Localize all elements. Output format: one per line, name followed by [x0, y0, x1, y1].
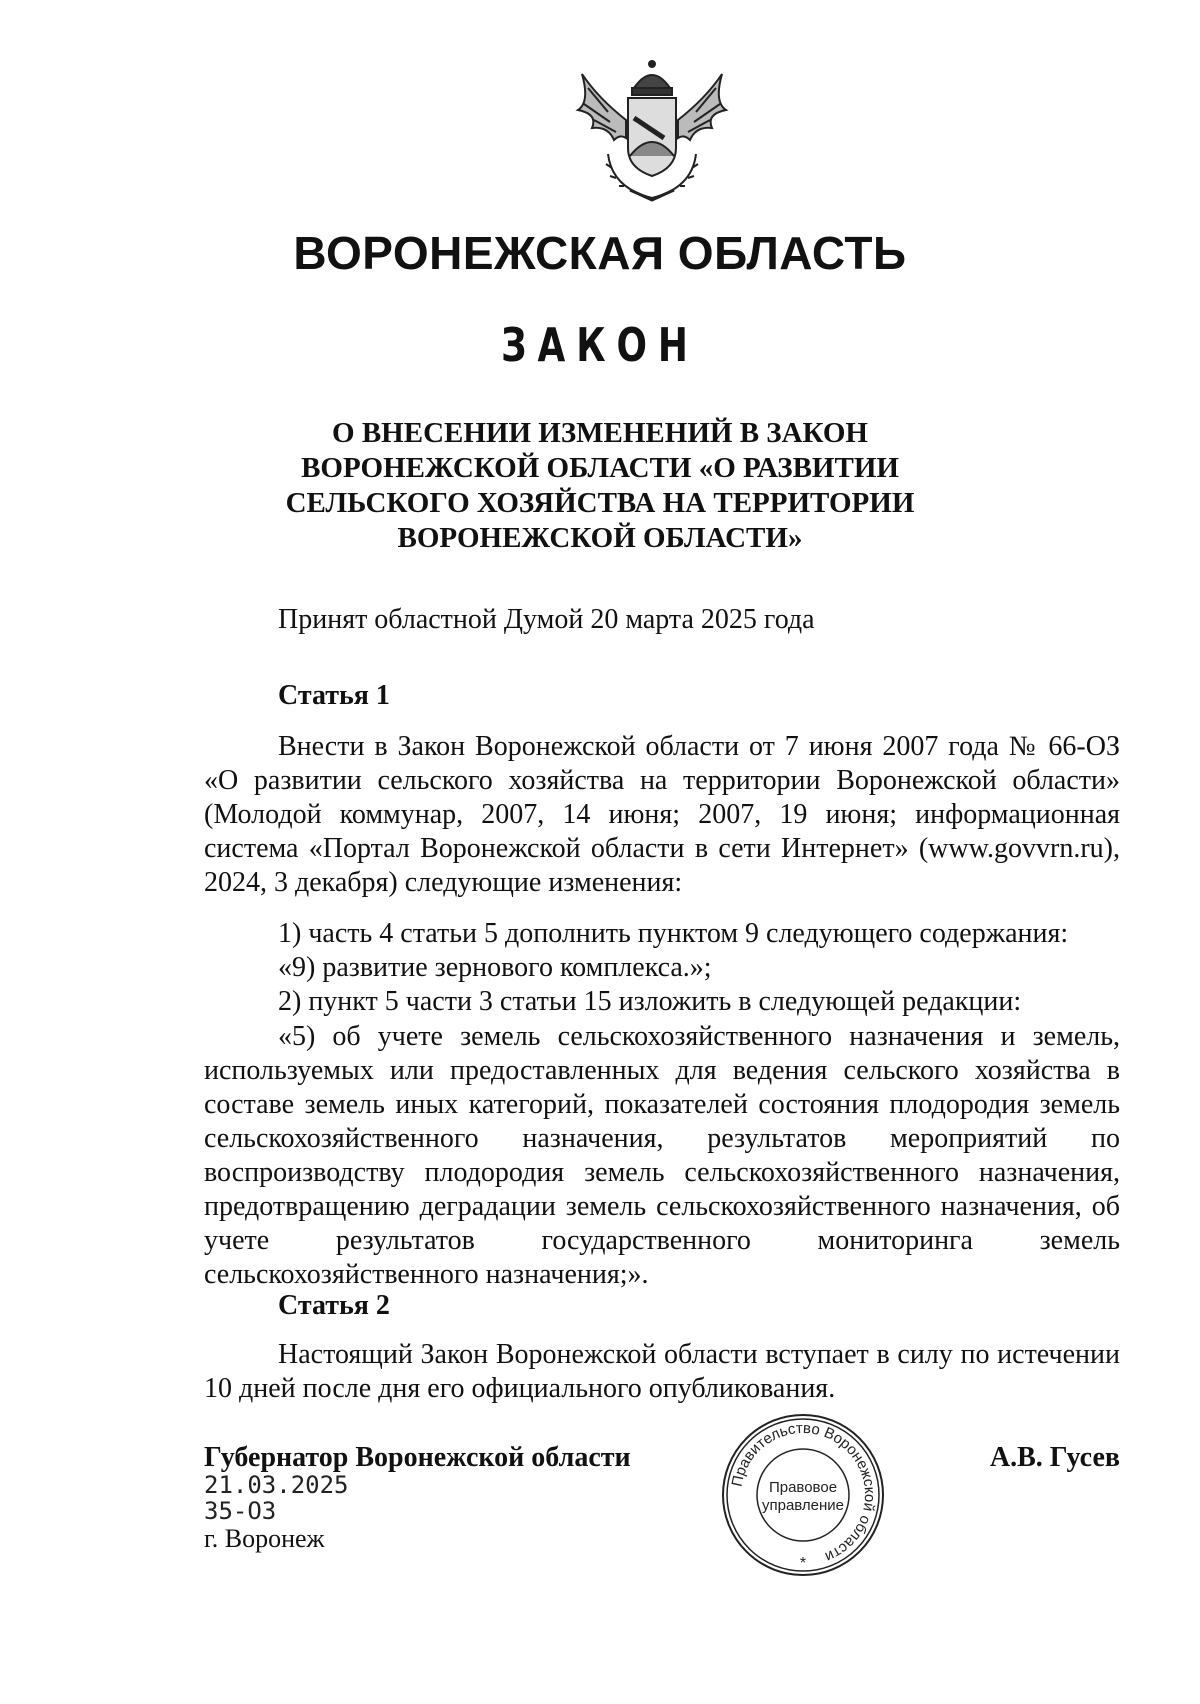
stamp-center-line: Правовое — [768, 1479, 838, 1496]
stamp-ring-text: Правительство Воронежской области — [728, 1419, 879, 1566]
law-title-line: ВОРОНЕЖСКОЙ ОБЛАСТИ «О РАЗВИТИИ — [301, 452, 899, 484]
coat-of-arms-emblem — [568, 58, 736, 208]
stamp-center-line: управление — [761, 1497, 845, 1514]
signatory-name: А.В. Гусев — [989, 1442, 1120, 1473]
official-stamp — [718, 1410, 888, 1580]
law-date: 21.03.2025 — [204, 1471, 349, 1499]
law-title — [220, 416, 980, 556]
article-1-item-1-text: «9) развитие зернового комплекса.»; — [278, 952, 712, 983]
city: г. Воронеж — [204, 1524, 325, 1553]
law-title-line: ВОРОНЕЖСКОЙ ОБЛАСТИ» — [397, 522, 803, 554]
law-number: 35-ОЗ — [204, 1497, 277, 1525]
adoption-note: Принят областной Думой 20 марта 2025 года — [278, 604, 815, 635]
article-1-intro: Внести в Закон Воронежской области от 7 июня 2007 года № 66-ОЗ «О развитии сельского хозяйства на территории Воронежской области» (Молодой коммунар, 2007, 14 июня; 2007, 19 июня; информационная система «Портал Воронежской области в сети Интернет» (www.govvrn.ru), 2024, 3 декабря) следующие изменения: — [204, 731, 1120, 898]
article-2-heading: Статья 2 — [278, 1290, 390, 1321]
stamp-star: * — [799, 1555, 807, 1572]
article-1-heading: Статья 1 — [278, 680, 390, 711]
article-1-item-2: 2) пункт 5 части 3 статьи 15 изложить в следующей редакции: — [278, 986, 1022, 1017]
law-title-line: О ВНЕСЕНИИ ИЗМЕНЕНИЙ В ЗАКОН — [332, 417, 868, 449]
article-2-text: Настоящий Закон Воронежской области вступает в силу по истечении 10 дней после дня его официального опубликования. — [204, 1339, 1120, 1404]
article-1-item-2-text: «5) об учете земель сельскохозяйственного назначения и земель, используемых или предоставленных для ведения сельского хозяйства в составе земель иных категорий, показателей состояния плодородия земель сельскохозяйственного назначения, результатов мероприятий по воспроизводству плодородия земель сельскохозяйственного назначения, предотвращению деградации земель сельскохозяйственного назначения, об учете результатов государственного мониторинга земель сельскохозяйственного назначения;». — [204, 1021, 1120, 1290]
article-1-item-1: 1) часть 4 статьи 5 дополнить пунктом 9 следующего содержания: — [278, 918, 1069, 949]
law-title-line: СЕЛЬСКОГО ХОЗЯЙСТВА НА ТЕРРИТОРИИ — [285, 487, 915, 519]
region-title: ВОРОНЕЖСКАЯ ОБЛАСТЬ — [293, 227, 907, 279]
document-type: ЗАКОН — [501, 318, 699, 372]
signatory-title: Губернатор Воронежской области — [204, 1442, 631, 1473]
